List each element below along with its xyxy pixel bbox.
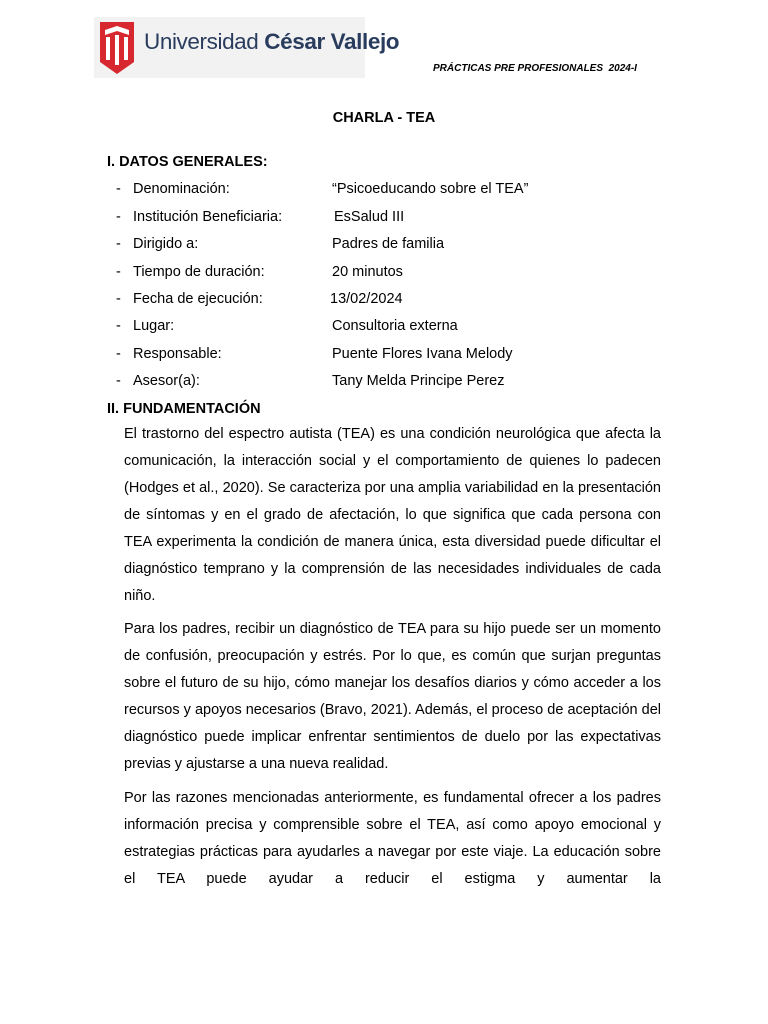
list-dash: - [116,264,121,280]
datos-label: Institución Beneficiaria: [133,209,283,225]
list-dash: - [116,346,121,362]
datos-row [116,346,676,366]
logo-wordmark: Universidad César Vallejo [144,29,400,54]
datos-label: Denominación: [133,181,230,197]
datos-row [116,181,676,201]
list-dash: - [116,373,121,389]
university-shield-icon [100,22,134,74]
list-dash: - [116,181,121,197]
list-dash: - [116,209,121,225]
list-dash: - [116,291,121,307]
datos-value: EsSalud III [334,209,405,225]
header-practicas-label: PRÁCTICAS PRE PROFESIONALES 2024-I [433,63,637,74]
datos-label: Dirigido a: [133,236,199,252]
section-heading-datos-generales: I. DATOS GENERALES: [107,154,268,170]
datos-row [116,236,676,256]
datos-label: Fecha de ejecución: [133,291,263,307]
document-title: CHARLA - TEA [332,110,436,126]
datos-label: Tiempo de duración: [133,264,265,280]
list-dash: - [116,318,121,334]
paragraph: Para los padres, recibir un diagnóstico de TEA para su hijo puede ser un momento de confusión, preocupación y estrés. Por lo que, es común que surjan preguntas sobre el futuro de su hijo, cómo manejar los desafíos diarios y cómo acceder a los recursos y apoyos necesarios (Bravo, 2021). Además, el proceso de aceptación del diagnóstico puede implicar enfrentar sentimientos de duelo por las expectativas previas y ajustarse a una nueva realidad. [124,621,661,772]
datos-value: Consultoria externa [332,318,458,334]
datos-row [116,264,676,284]
list-dash: - [116,236,121,252]
paragraph: Por las razones mencionadas anteriormente, es fundamental ofrecer a los padres información precisa y comprensible sobre el TEA, así como apoyo emocional y estrategias prácticas para ayudarles a navegar por este viaje. La educación sobre el TEA puede ayudar a reducir el estigma y aumentar la [124,790,661,887]
paragraph: El trastorno del espectro autista (TEA) es una condición neurológica que afecta la comunicación, la interacción social y el comportamiento de quienes lo padecen (Hodges et al., 2020). Se caracteriza por una amplia variabilidad en la presentación de síntomas y en el grado de afectación, lo que significa que cada persona con TEA experimenta la condición de manera única, esta diversidad puede dificultar el diagnóstico temprano y la comprensión de las necesidades individuales de cada niño. [124,426,661,604]
datos-value: 13/02/2024 [330,291,403,307]
datos-label: Responsable: [133,346,222,362]
section-heading-fundamentacion: II. FUNDAMENTACIÓN [107,401,261,417]
datos-value: Tany Melda Principe Perez [332,373,505,389]
datos-value: Padres de familia [332,236,445,252]
datos-row [116,291,676,311]
datos-row [116,209,676,229]
datos-row [116,373,676,393]
datos-value: “Psicoeducando sobre el TEA” [332,181,529,197]
datos-label: Lugar: [133,318,175,334]
datos-value: Puente Flores Ivana Melody [332,346,513,362]
datos-value: 20 minutos [332,264,403,280]
datos-row [116,318,676,338]
datos-label: Asesor(a): [133,373,200,389]
university-logo [94,17,400,78]
